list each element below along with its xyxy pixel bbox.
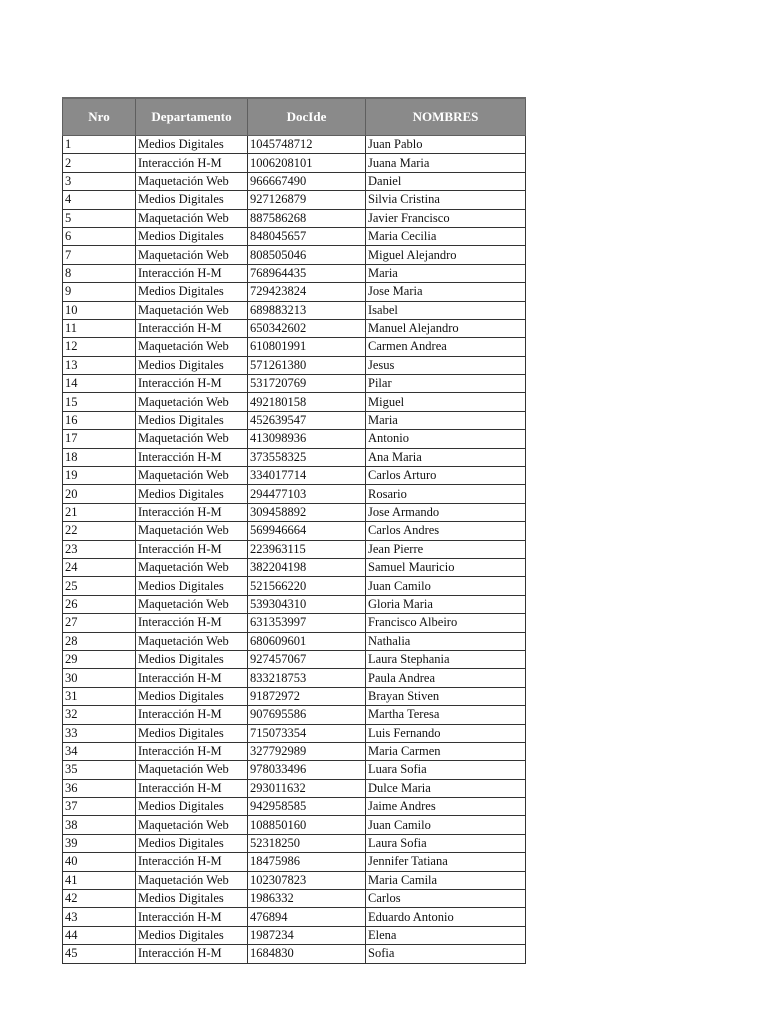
cell-nombres: Javier Francisco: [366, 209, 526, 227]
cell-docide: 631353997: [248, 614, 366, 632]
cell-nombres: Jose Armando: [366, 503, 526, 521]
cell-nombres: Nathalia: [366, 632, 526, 650]
cell-nombres: Isabel: [366, 301, 526, 319]
cell-departamento: Maquetación Web: [136, 522, 248, 540]
header-departamento: Departamento: [136, 98, 248, 136]
cell-departamento: Maquetación Web: [136, 761, 248, 779]
cell-docide: 1045748712: [248, 136, 366, 154]
cell-docide: 848045657: [248, 227, 366, 245]
cell-departamento: Medios Digitales: [136, 577, 248, 595]
table-row: [63, 154, 526, 172]
table-row: [63, 706, 526, 724]
cell-docide: 91872972: [248, 687, 366, 705]
cell-departamento: Maquetación Web: [136, 430, 248, 448]
cell-docide: 1987234: [248, 926, 366, 944]
table-row: [63, 761, 526, 779]
cell-nro: 35: [63, 761, 136, 779]
cell-nro: 36: [63, 779, 136, 797]
cell-nombres: Maria: [366, 264, 526, 282]
table-row: [63, 908, 526, 926]
cell-nombres: Brayan Stiven: [366, 687, 526, 705]
cell-docide: 18475986: [248, 853, 366, 871]
cell-departamento: Medios Digitales: [136, 191, 248, 209]
table-row: [63, 338, 526, 356]
cell-nombres: Luara Sofia: [366, 761, 526, 779]
table-row: [63, 742, 526, 760]
cell-docide: 729423824: [248, 283, 366, 301]
cell-nro: 39: [63, 834, 136, 852]
cell-docide: 1006208101: [248, 154, 366, 172]
cell-departamento: Medios Digitales: [136, 136, 248, 154]
cell-nombres: Elena: [366, 926, 526, 944]
cell-nro: 5: [63, 209, 136, 227]
cell-departamento: Interacción H-M: [136, 779, 248, 797]
table-row: [63, 558, 526, 576]
cell-departamento: Interacción H-M: [136, 945, 248, 963]
cell-nro: 19: [63, 467, 136, 485]
cell-docide: 942958585: [248, 798, 366, 816]
cell-nro: 15: [63, 393, 136, 411]
table-row: [63, 356, 526, 374]
table-row: [63, 246, 526, 264]
table-row: [63, 614, 526, 632]
cell-nombres: Ana Maria: [366, 448, 526, 466]
cell-departamento: Interacción H-M: [136, 908, 248, 926]
cell-nombres: Paula Andrea: [366, 669, 526, 687]
table-row: [63, 945, 526, 963]
cell-nombres: Gloria Maria: [366, 595, 526, 613]
table-row: [63, 503, 526, 521]
cell-departamento: Medios Digitales: [136, 227, 248, 245]
cell-nro: 20: [63, 485, 136, 503]
cell-docide: 680609601: [248, 632, 366, 650]
cell-docide: 808505046: [248, 246, 366, 264]
table-row: [63, 595, 526, 613]
cell-nombres: Juan Pablo: [366, 136, 526, 154]
cell-nombres: Daniel: [366, 172, 526, 190]
table-row: [63, 283, 526, 301]
table-row: [63, 834, 526, 852]
cell-departamento: Maquetación Web: [136, 246, 248, 264]
table-row: [63, 632, 526, 650]
cell-nombres: Carlos Arturo: [366, 467, 526, 485]
cell-nombres: Manuel Alejandro: [366, 319, 526, 337]
cell-nro: 17: [63, 430, 136, 448]
cell-docide: 102307823: [248, 871, 366, 889]
cell-nro: 28: [63, 632, 136, 650]
cell-nro: 10: [63, 301, 136, 319]
cell-docide: 334017714: [248, 467, 366, 485]
cell-departamento: Maquetación Web: [136, 209, 248, 227]
cell-nro: 31: [63, 687, 136, 705]
cell-nro: 27: [63, 614, 136, 632]
table-row: [63, 724, 526, 742]
cell-nombres: Martha Teresa: [366, 706, 526, 724]
cell-departamento: Maquetación Web: [136, 871, 248, 889]
cell-docide: 413098936: [248, 430, 366, 448]
header-nro: Nro: [63, 98, 136, 136]
cell-nro: 7: [63, 246, 136, 264]
cell-departamento: Interacción H-M: [136, 448, 248, 466]
cell-nro: 24: [63, 558, 136, 576]
cell-nro: 13: [63, 356, 136, 374]
cell-nombres: Jennifer Tatiana: [366, 853, 526, 871]
cell-nombres: Maria Cecilia: [366, 227, 526, 245]
cell-nro: 34: [63, 742, 136, 760]
table-row: [63, 687, 526, 705]
cell-nombres: Jose Maria: [366, 283, 526, 301]
cell-docide: 571261380: [248, 356, 366, 374]
table-row: [63, 798, 526, 816]
table-row: [63, 172, 526, 190]
cell-docide: 382204198: [248, 558, 366, 576]
table-row: [63, 264, 526, 282]
cell-nombres: Juan Camilo: [366, 577, 526, 595]
cell-docide: 539304310: [248, 595, 366, 613]
table-row: [63, 926, 526, 944]
cell-nro: 45: [63, 945, 136, 963]
cell-docide: 768964435: [248, 264, 366, 282]
cell-nombres: Laura Stephania: [366, 650, 526, 668]
header-nombres: NOMBRES: [366, 98, 526, 136]
cell-departamento: Interacción H-M: [136, 669, 248, 687]
cell-nro: 9: [63, 283, 136, 301]
cell-departamento: Medios Digitales: [136, 650, 248, 668]
table-row: [63, 669, 526, 687]
cell-nombres: Sofia: [366, 945, 526, 963]
cell-departamento: Medios Digitales: [136, 798, 248, 816]
cell-departamento: Interacción H-M: [136, 503, 248, 521]
cell-nombres: Miguel Alejandro: [366, 246, 526, 264]
cell-departamento: Interacción H-M: [136, 264, 248, 282]
cell-nro: 32: [63, 706, 136, 724]
cell-departamento: Medios Digitales: [136, 834, 248, 852]
cell-departamento: Interacción H-M: [136, 154, 248, 172]
table-row: [63, 301, 526, 319]
cell-nombres: Luis Fernando: [366, 724, 526, 742]
table-row: [63, 430, 526, 448]
table-row: [63, 467, 526, 485]
cell-departamento: Medios Digitales: [136, 485, 248, 503]
cell-docide: 294477103: [248, 485, 366, 503]
cell-docide: 569946664: [248, 522, 366, 540]
cell-docide: 927457067: [248, 650, 366, 668]
cell-departamento: Interacción H-M: [136, 319, 248, 337]
cell-docide: 531720769: [248, 375, 366, 393]
cell-departamento: Maquetación Web: [136, 632, 248, 650]
cell-nombres: Maria Camila: [366, 871, 526, 889]
cell-docide: 833218753: [248, 669, 366, 687]
cell-departamento: Maquetación Web: [136, 816, 248, 834]
cell-nombres: Pilar: [366, 375, 526, 393]
cell-nro: 43: [63, 908, 136, 926]
table-row: [63, 871, 526, 889]
cell-docide: 650342602: [248, 319, 366, 337]
cell-nro: 18: [63, 448, 136, 466]
table-row: [63, 448, 526, 466]
cell-nombres: Laura Sofia: [366, 834, 526, 852]
cell-departamento: Medios Digitales: [136, 890, 248, 908]
cell-nombres: Dulce Maria: [366, 779, 526, 797]
cell-nombres: Jean Pierre: [366, 540, 526, 558]
cell-departamento: Maquetación Web: [136, 467, 248, 485]
cell-nro: 26: [63, 595, 136, 613]
cell-nombres: Maria Carmen: [366, 742, 526, 760]
cell-departamento: Medios Digitales: [136, 687, 248, 705]
cell-nro: 3: [63, 172, 136, 190]
cell-docide: 887586268: [248, 209, 366, 227]
cell-docide: 452639547: [248, 411, 366, 429]
cell-docide: 327792989: [248, 742, 366, 760]
table-row: [63, 393, 526, 411]
header-row: [63, 98, 526, 136]
cell-docide: 492180158: [248, 393, 366, 411]
cell-nombres: Juana Maria: [366, 154, 526, 172]
cell-docide: 52318250: [248, 834, 366, 852]
data-table: [62, 97, 526, 964]
cell-nombres: Jaime Andres: [366, 798, 526, 816]
cell-docide: 715073354: [248, 724, 366, 742]
cell-departamento: Medios Digitales: [136, 283, 248, 301]
cell-departamento: Maquetación Web: [136, 338, 248, 356]
table-row: [63, 485, 526, 503]
cell-nombres: Jesus: [366, 356, 526, 374]
cell-nombres: Samuel Mauricio: [366, 558, 526, 576]
cell-nro: 30: [63, 669, 136, 687]
cell-docide: 978033496: [248, 761, 366, 779]
cell-nro: 44: [63, 926, 136, 944]
cell-nro: 16: [63, 411, 136, 429]
cell-nombres: Eduardo Antonio: [366, 908, 526, 926]
cell-nro: 25: [63, 577, 136, 595]
cell-nro: 12: [63, 338, 136, 356]
cell-nro: 4: [63, 191, 136, 209]
cell-nombres: Silvia Cristina: [366, 191, 526, 209]
cell-departamento: Interacción H-M: [136, 540, 248, 558]
cell-nro: 11: [63, 319, 136, 337]
table-row: [63, 779, 526, 797]
cell-docide: 1986332: [248, 890, 366, 908]
cell-nro: 29: [63, 650, 136, 668]
cell-departamento: Interacción H-M: [136, 706, 248, 724]
cell-docide: 1684830: [248, 945, 366, 963]
cell-nro: 37: [63, 798, 136, 816]
cell-nro: 21: [63, 503, 136, 521]
cell-docide: 293011632: [248, 779, 366, 797]
cell-nro: 23: [63, 540, 136, 558]
cell-nro: 14: [63, 375, 136, 393]
cell-docide: 373558325: [248, 448, 366, 466]
cell-nombres: Antonio: [366, 430, 526, 448]
cell-departamento: Medios Digitales: [136, 724, 248, 742]
cell-docide: 223963115: [248, 540, 366, 558]
cell-departamento: Medios Digitales: [136, 411, 248, 429]
cell-nro: 1: [63, 136, 136, 154]
table-body: [63, 136, 526, 964]
cell-docide: 689883213: [248, 301, 366, 319]
cell-nro: 41: [63, 871, 136, 889]
cell-docide: 108850160: [248, 816, 366, 834]
header-docide: DocIde: [248, 98, 366, 136]
table-row: [63, 650, 526, 668]
cell-nombres: Francisco Albeiro: [366, 614, 526, 632]
table-row: [63, 522, 526, 540]
table-row: [63, 209, 526, 227]
table-row: [63, 816, 526, 834]
table-row: [63, 136, 526, 154]
cell-docide: 966667490: [248, 172, 366, 190]
cell-docide: 907695586: [248, 706, 366, 724]
table-row: [63, 227, 526, 245]
cell-nombres: Maria: [366, 411, 526, 429]
cell-nro: 38: [63, 816, 136, 834]
cell-nombres: Miguel: [366, 393, 526, 411]
cell-nombres: Carlos Andres: [366, 522, 526, 540]
table-row: [63, 853, 526, 871]
table-row: [63, 191, 526, 209]
cell-docide: 309458892: [248, 503, 366, 521]
cell-departamento: Maquetación Web: [136, 558, 248, 576]
cell-departamento: Medios Digitales: [136, 926, 248, 944]
cell-departamento: Maquetación Web: [136, 172, 248, 190]
cell-departamento: Maquetación Web: [136, 393, 248, 411]
cell-nro: 8: [63, 264, 136, 282]
cell-nro: 33: [63, 724, 136, 742]
cell-departamento: Maquetación Web: [136, 595, 248, 613]
cell-docide: 610801991: [248, 338, 366, 356]
cell-nro: 2: [63, 154, 136, 172]
cell-departamento: Interacción H-M: [136, 375, 248, 393]
cell-nombres: Carlos: [366, 890, 526, 908]
cell-docide: 521566220: [248, 577, 366, 595]
cell-nombres: Juan Camilo: [366, 816, 526, 834]
cell-nombres: Carmen Andrea: [366, 338, 526, 356]
cell-departamento: Interacción H-M: [136, 614, 248, 632]
table-row: [63, 319, 526, 337]
cell-nro: 6: [63, 227, 136, 245]
cell-docide: 476894: [248, 908, 366, 926]
table-row: [63, 375, 526, 393]
table-row: [63, 890, 526, 908]
cell-nro: 40: [63, 853, 136, 871]
cell-docide: 927126879: [248, 191, 366, 209]
table-row: [63, 577, 526, 595]
cell-nro: 42: [63, 890, 136, 908]
cell-departamento: Interacción H-M: [136, 742, 248, 760]
table-row: [63, 411, 526, 429]
cell-departamento: Maquetación Web: [136, 301, 248, 319]
cell-nro: 22: [63, 522, 136, 540]
cell-nombres: Rosario: [366, 485, 526, 503]
table-row: [63, 540, 526, 558]
cell-departamento: Interacción H-M: [136, 853, 248, 871]
cell-departamento: Medios Digitales: [136, 356, 248, 374]
